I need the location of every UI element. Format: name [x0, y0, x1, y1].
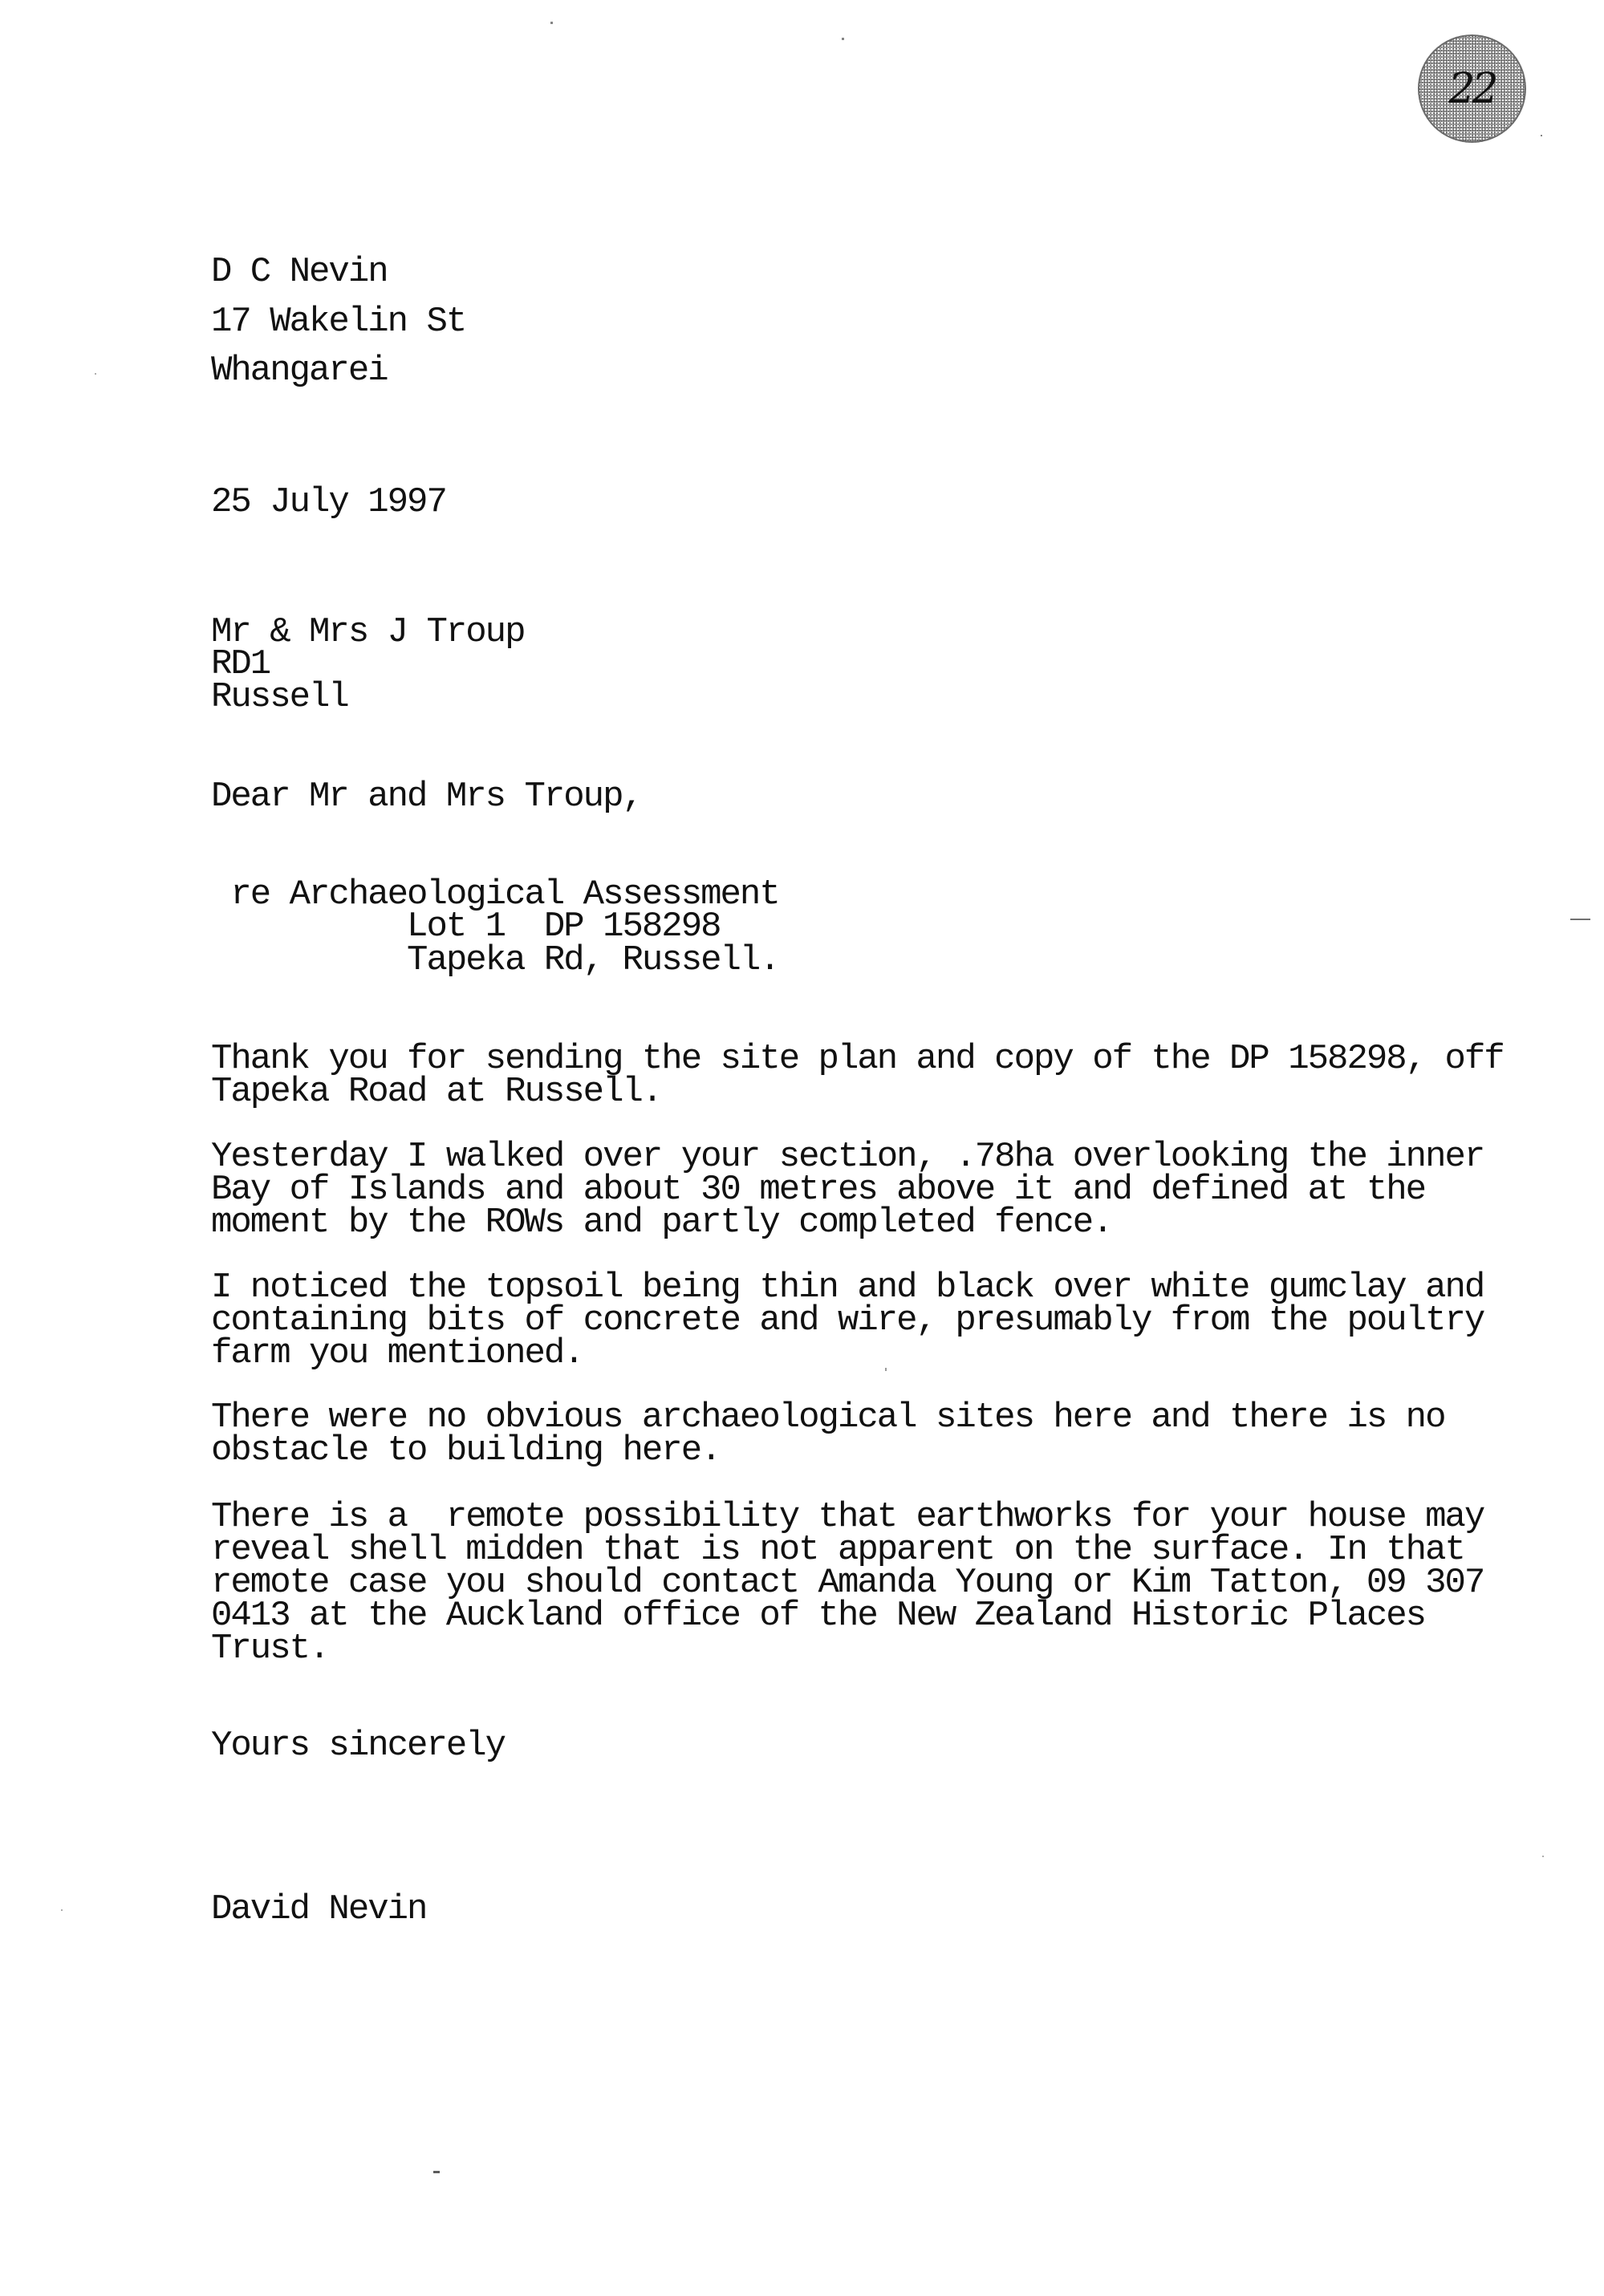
- subject-line-2: Lot 1 DP 158298: [211, 907, 721, 947]
- sender-name: D C Nevin: [211, 252, 388, 292]
- scan-speck: [885, 1368, 887, 1371]
- scan-speck: [95, 373, 96, 375]
- scan-speck: [550, 22, 553, 24]
- body-line: There were no obvious archaeological sites here and there is no: [211, 1397, 1445, 1438]
- body-line: moment by the ROWs and partly completed fence.: [211, 1203, 1112, 1243]
- body-line: obstacle to building here.: [211, 1430, 721, 1470]
- signature-name: David Nevin: [211, 1889, 427, 1929]
- recipient-line2: RD1: [211, 644, 270, 684]
- sender-street: 17 Wakelin St: [211, 302, 466, 342]
- body-line: containing bits of concrete and wire, presumably from the poultry: [211, 1300, 1484, 1341]
- scan-speck: [1541, 135, 1542, 136]
- scan-speck: [61, 1909, 63, 1911]
- body-line: I noticed the topsoil being thin and black over white gumclay and: [211, 1268, 1484, 1308]
- scan-mark: [433, 2171, 440, 2173]
- body-line: 0413 at the Auckland office of the New Zealand Historic Places: [211, 1596, 1426, 1636]
- body-line: Yesterday I walked over your section, .78ha overlooking the inner: [211, 1137, 1484, 1177]
- page-number: 22: [1448, 65, 1496, 113]
- page-number-stamp: [1418, 34, 1526, 143]
- recipient-city: Russell: [211, 677, 348, 717]
- body-paragraph: [211, 1268, 1484, 1373]
- body-line: Thank you for sending the site plan and copy of the DP 158298, off: [211, 1039, 1504, 1079]
- body-paragraph: [211, 1039, 1504, 1112]
- scan-mark: [1570, 919, 1590, 920]
- sender-city: Whangarei: [211, 351, 388, 391]
- recipient-name: Mr & Mrs J Troup: [211, 612, 525, 652]
- salutation: Dear Mr and Mrs Troup,: [211, 777, 642, 817]
- body-line: Trust.: [211, 1629, 329, 1669]
- body-line: remote case you should contact Amanda Young or Kim Tatton, 09 307: [211, 1563, 1484, 1603]
- body-line: Tapeka Road at Russell.: [211, 1072, 662, 1112]
- subject-line-3: Tapeka Rd, Russell.: [211, 940, 779, 980]
- body-paragraph: [211, 1397, 1445, 1470]
- body-line: reveal shell midden that is not apparent on the surface. In that: [211, 1530, 1464, 1570]
- subject-line-1: re Archaeological Assessment: [211, 874, 779, 915]
- scan-speck: [842, 38, 844, 40]
- letter-date: 25 July 1997: [211, 482, 446, 522]
- body-line: There is a remote possibility that earthworks for your house may: [211, 1497, 1484, 1537]
- closing: Yours sincerely: [211, 1726, 506, 1766]
- body-paragraph: [211, 1497, 1484, 1669]
- body-paragraph: [211, 1137, 1484, 1243]
- body-line: farm you mentioned.: [211, 1333, 583, 1373]
- body-line: Bay of Islands and about 30 metres above it and defined at the: [211, 1170, 1426, 1210]
- scan-speck: [1542, 1856, 1544, 1857]
